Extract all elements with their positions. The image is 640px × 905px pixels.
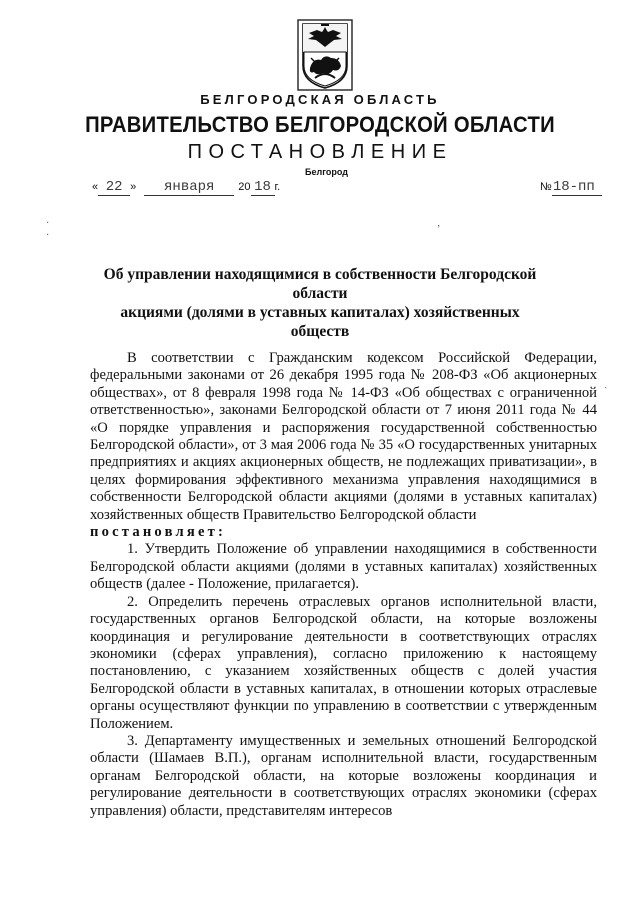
- date-year-prefix: 20: [238, 181, 251, 193]
- number-label: №: [540, 181, 552, 193]
- date-open-quote: «: [92, 181, 99, 193]
- scan-mark: ˎ: [604, 378, 608, 389]
- document-type-heading: ПОСТАНОВЛЕНИЕ: [187, 141, 453, 163]
- scan-mark: ʼ: [437, 224, 441, 235]
- number-value: 18-пп: [552, 180, 602, 196]
- government-heading: ПРАВИТЕЛЬСТВО БЕЛГОРОДСКОЙ ОБЛАСТИ: [85, 112, 555, 137]
- title-line-1: Об управлении находящимися в собственности Белгородской области: [103, 266, 537, 302]
- clause-1-paragraph: 1. Утвердить Положение об управлении находящимися в собственности Белгородской области акциями (долями в уставных капиталах) хозяйственных обществ (далее - Положение, прилагается).: [90, 541, 597, 593]
- preamble-paragraph: В соответствии с Гражданским кодексом Российской Федерации, федеральными законами от 26 декабря 1995 года № 208-ФЗ «Об акционерных обществах», от 8 февраля 1998 года № 14-ФЗ «Об обществах с ограниченной ответственностью», законами Белгородской области от 7 июня 2011 года № 44 «О порядке управления и распоряжения государственной собственностью Белгородской области», от 3 мая 2006 года № 35 «О государственных унитарных предприятиях и акциях акционерных обществ, не подлежащих приватизации», в целях формирования эффективного механизма управления находящимися в собственности Белгородской области акциями (долями в уставных капиталах) хозяйственных обществ Правительство Белгородской области: [90, 350, 597, 523]
- clause-2-paragraph: 2. Определить перечень отраслевых органов исполнительной власти, государственных органов Белгородской области, на которые возложены координация и регулирование деятельности в соответствующих отраслях экономики (сферах управления), согласно приложению к настоящему постановлению, с указанием хозяйственных обществ с долей участия Белгородской области в уставных капиталах, в отношении которых отраслевые органы осуществляют функции по управлению в соответствии с утвержденным Положением.: [90, 593, 597, 732]
- document-title: [95, 265, 545, 341]
- title-line-2: акциями (долями в уставных капиталах) хозяйственных обществ: [120, 304, 520, 340]
- coat-of-arms-emblem: [295, 18, 355, 94]
- document-number: [540, 180, 602, 196]
- decrees-word: постановляет:: [90, 524, 227, 541]
- region-heading: БЕЛГОРОДСКАЯ ОБЛАСТЬ: [200, 92, 440, 107]
- scan-mark: ·: [46, 230, 50, 241]
- document-body: [90, 350, 597, 820]
- date-month: января: [144, 180, 234, 196]
- city-label: Белгород: [305, 167, 348, 177]
- clause-3-paragraph: 3. Департаменту имущественных и земельных отношений Белгородской области (Шамаев В.П.), органам исполнительной власти, государственным органам Белгородской области, на которые возложены координация и регулирование деятельности в соответствующих отраслях экономики (сферах управления) области, представителям интересов: [90, 732, 597, 819]
- date-year-suffix: 18: [251, 180, 275, 196]
- document-date: [92, 180, 280, 196]
- date-day: 22: [98, 180, 130, 196]
- date-year-abbr: г.: [274, 181, 281, 193]
- scan-mark: ·: [46, 218, 50, 229]
- date-close-quote: »: [130, 181, 137, 193]
